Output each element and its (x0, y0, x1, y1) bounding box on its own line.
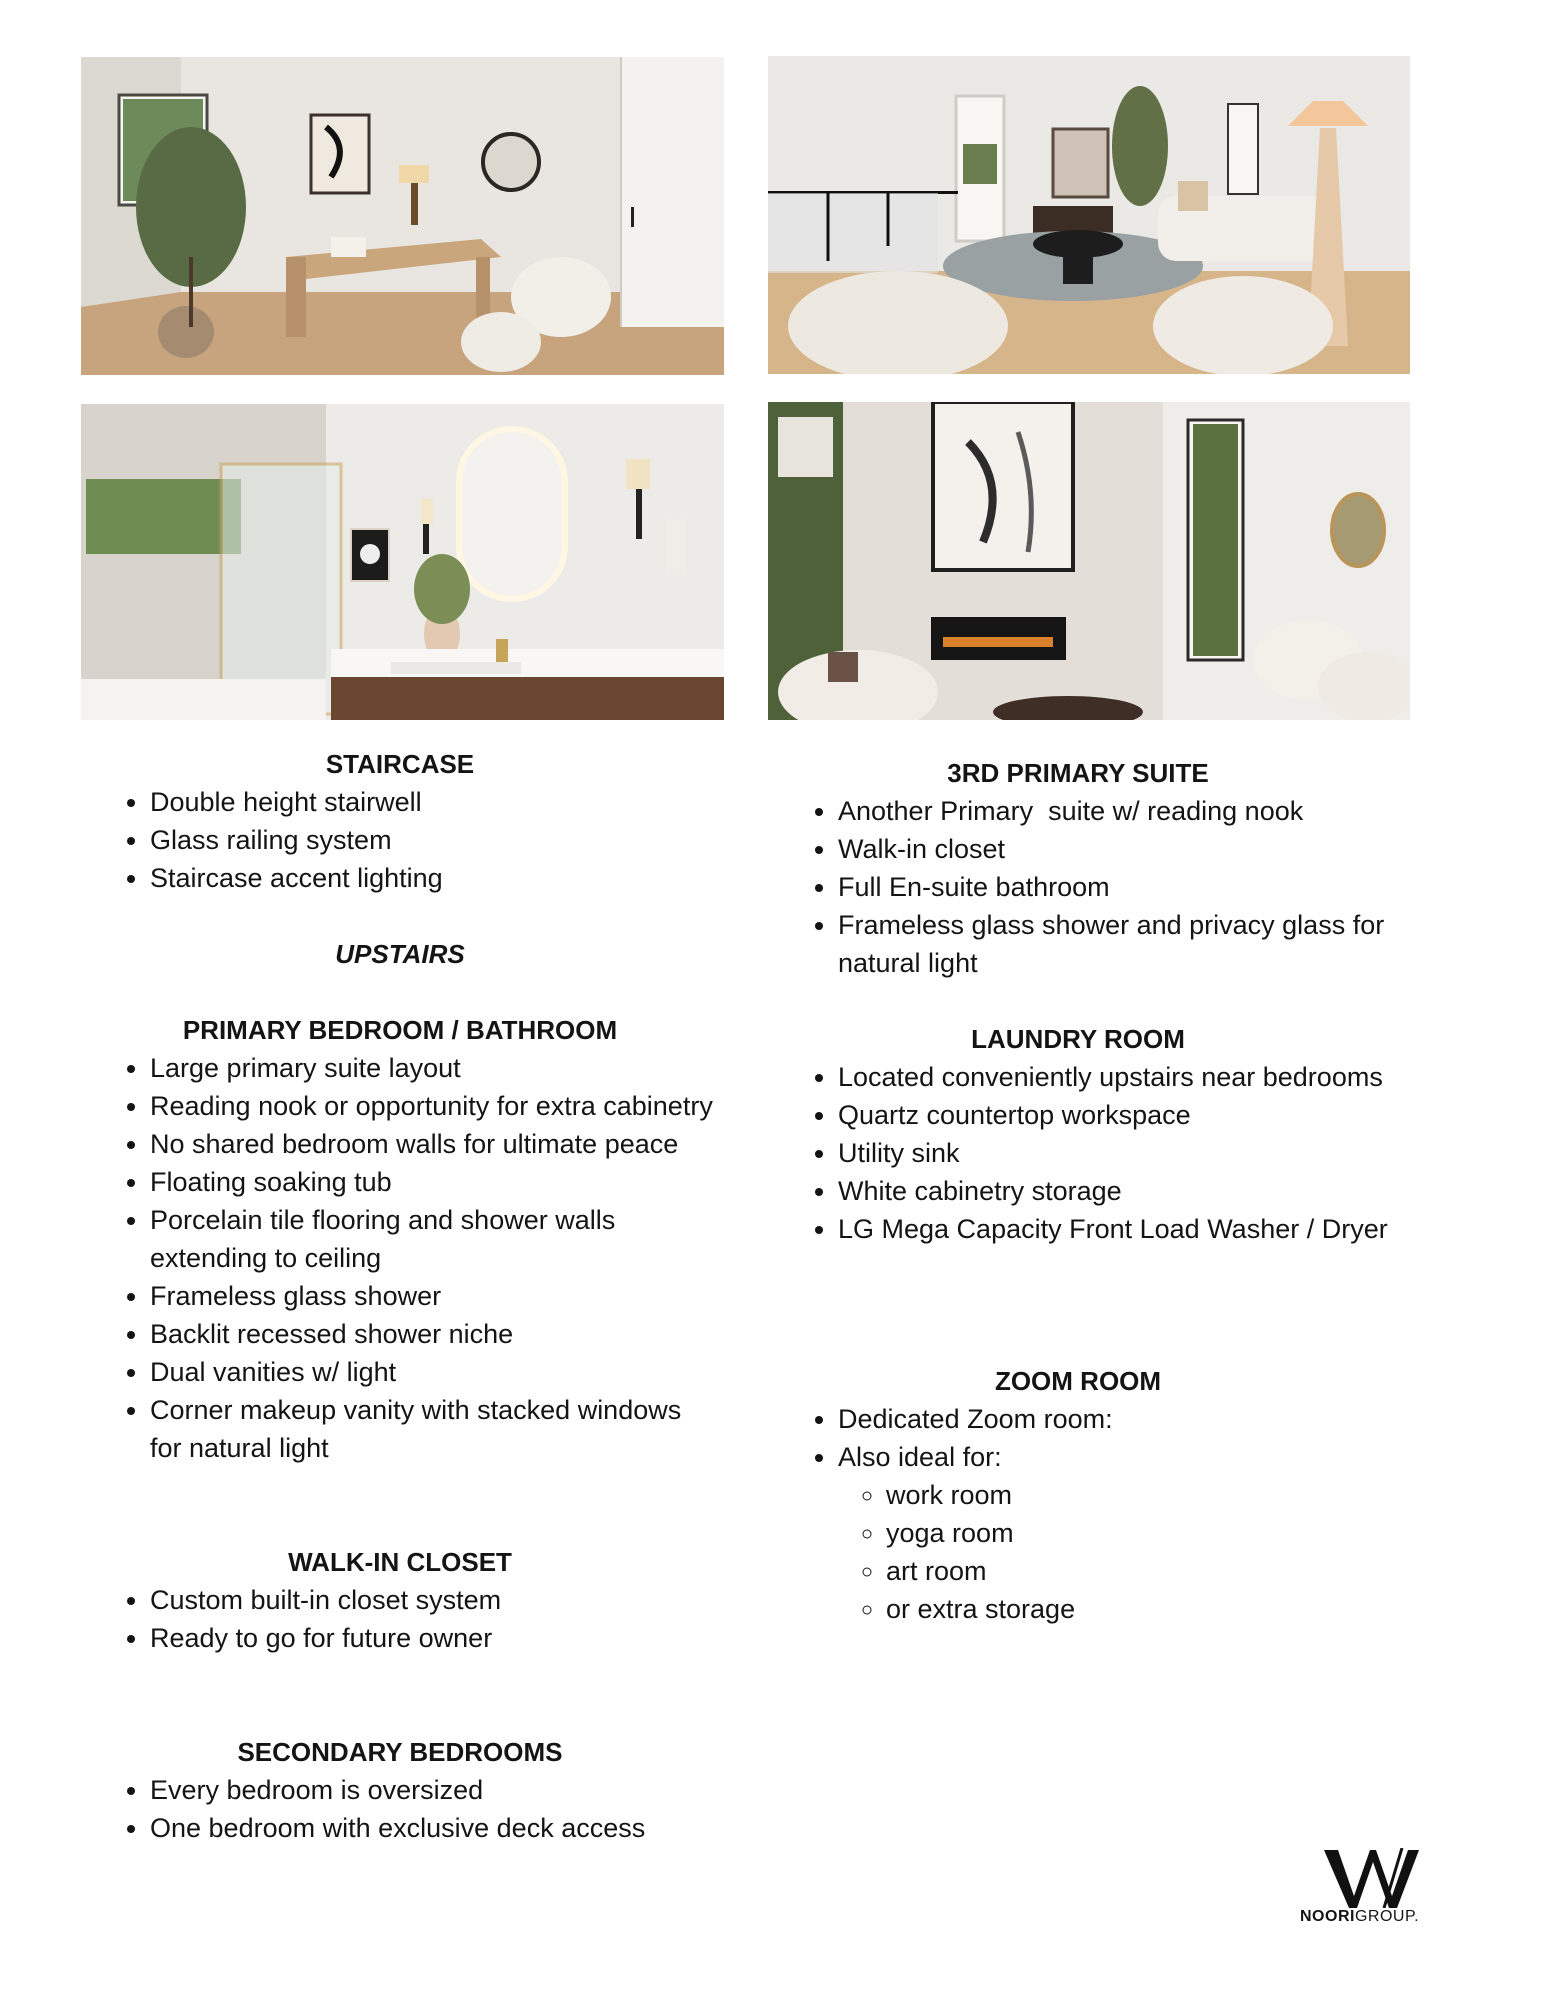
list-item: • Another Primary suite w/ reading nook (838, 792, 1388, 830)
list-item: • One bedroom with exclusive deck access (150, 1809, 720, 1847)
list-item: • Quartz countertop workspace (838, 1096, 1388, 1134)
list-item: • White cabinetry storage (838, 1172, 1388, 1210)
laundry-heading: LAUNDRY ROOM (971, 1024, 1185, 1054)
list-item: • Floating soaking tub (150, 1163, 720, 1201)
list-item: • No shared bedroom walls for ultimate peace (150, 1125, 720, 1163)
list-item: • Utility sink (838, 1134, 1388, 1172)
secondary-heading: SECONDARY BEDROOMS (237, 1737, 563, 1767)
list-item: • Full En-suite bathroom (838, 868, 1388, 906)
zoom-heading: ZOOM ROOM (994, 1366, 1162, 1396)
upstairs-heading: UPSTAIRS (335, 939, 465, 969)
list-item: • Dedicated Zoom room: (838, 1400, 1388, 1438)
closet-heading: WALK-IN CLOSET (288, 1547, 512, 1577)
list-item: • Dual vanities w/ light (150, 1353, 720, 1391)
sub-list-item: ◦ yoga room (886, 1514, 1388, 1552)
zoom-sublist (838, 1476, 1388, 1628)
logo-word-regular: GROUP. (1354, 1908, 1420, 1925)
list-item: • Large primary suite layout (150, 1049, 720, 1087)
list-item: • Walk-in closet (838, 830, 1388, 868)
left-column (80, 745, 720, 1847)
secondary-list (80, 1771, 720, 1847)
noori-group-logo (1300, 1848, 1450, 1928)
closet-list (80, 1581, 720, 1657)
staircase-heading: STAIRCASE (325, 749, 475, 779)
w-logo-mark (1324, 1848, 1419, 1908)
list-item: • Double height stairwell (150, 783, 720, 821)
list-item-label: Also ideal for: (838, 1442, 1002, 1472)
list-item: • Backlit recessed shower niche (150, 1315, 720, 1353)
photo-bathroom-vanity (81, 404, 724, 720)
photo-home-office (81, 57, 724, 375)
list-item (838, 1438, 1388, 1628)
list-item: • Frameless glass shower and privacy glass for natural light (838, 906, 1388, 982)
photo-fireplace-suite (768, 402, 1410, 720)
list-item: • Corner makeup vanity with stacked windows for natural light (150, 1391, 720, 1467)
list-item: • Porcelain tile flooring and shower walls extending to ceiling (150, 1201, 720, 1277)
list-item: • Glass railing system (150, 821, 720, 859)
sub-list-item: ◦ work room (886, 1476, 1388, 1514)
laundry-list (768, 1058, 1388, 1248)
suite3-heading: 3RD PRIMARY SUITE (947, 758, 1209, 788)
staircase-list (80, 783, 720, 897)
primary-heading: PRIMARY BEDROOM / BATHROOM (182, 1015, 618, 1045)
list-item: • Frameless glass shower (150, 1277, 720, 1315)
photo-loft-lounge (768, 56, 1410, 374)
list-item: • Reading nook or opportunity for extra cabinetry (150, 1087, 720, 1125)
zoom-list (768, 1400, 1388, 1628)
list-item: • Custom built-in closet system (150, 1581, 720, 1619)
logo-word-bold: NOORI (1300, 1908, 1355, 1925)
list-item: • Staircase accent lighting (150, 859, 720, 897)
sub-list-item: ◦ art room (886, 1552, 1388, 1590)
list-item: • Located conveniently upstairs near bedrooms (838, 1058, 1388, 1096)
logo-wordmark (1300, 1908, 1460, 1926)
list-item: • Every bedroom is oversized (150, 1771, 720, 1809)
right-column (768, 754, 1388, 1628)
list-item: • Ready to go for future owner (150, 1619, 720, 1657)
list-item: • LG Mega Capacity Front Load Washer / Dryer (838, 1210, 1388, 1248)
suite3-list (768, 792, 1388, 982)
sub-list-item: ◦ or extra storage (886, 1590, 1388, 1628)
primary-list (80, 1049, 720, 1467)
